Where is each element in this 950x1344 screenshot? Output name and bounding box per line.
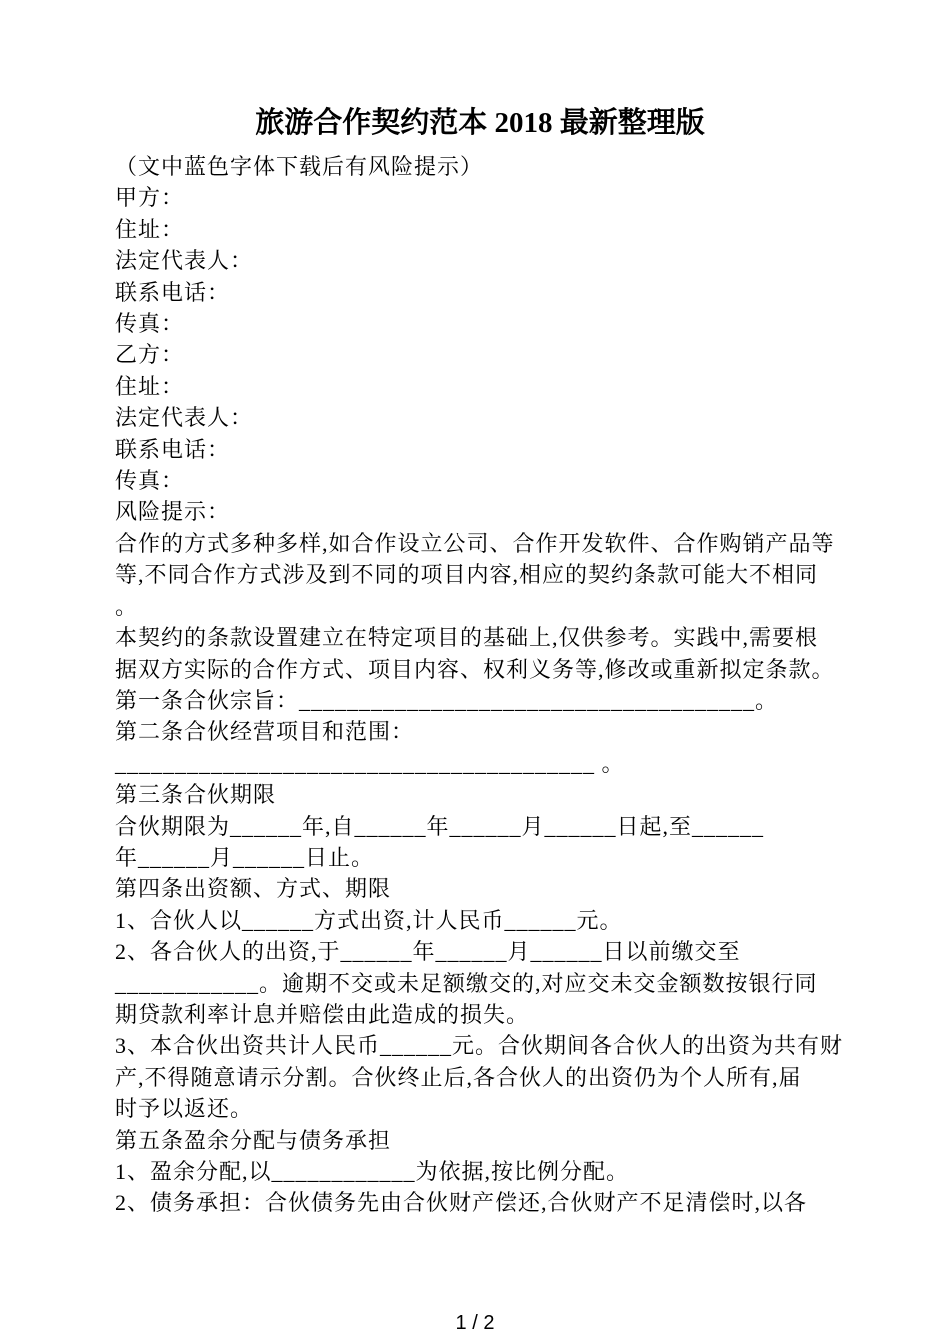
text-line: 等,不同合作方式涉及到不同的项目内容,相应的契约条款可能大不相同 bbox=[115, 562, 819, 588]
text-line: 产,不得随意请示分割。合伙终止后,各合伙人的出资仍为个人所有,届 bbox=[115, 1064, 802, 1090]
text-line: （文中蓝色字体下载后有风险提示） bbox=[115, 154, 484, 179]
text-line: 年______月______日止。 bbox=[115, 844, 375, 870]
text-line: 1、合伙人以______方式出资,计人民币______元。 bbox=[115, 907, 623, 933]
text-line: 第二条合伙经营项目和范围： bbox=[115, 719, 415, 745]
document-content bbox=[115, 103, 845, 1219]
text-line: 第一条合伙宗旨：______________________________________。 bbox=[115, 687, 779, 713]
text-line: 法定代表人： bbox=[115, 248, 254, 274]
text-line: 甲方： bbox=[115, 185, 185, 211]
text-line: 乙方： bbox=[115, 342, 185, 368]
text-line: 第五条盈余分配与债务承担 bbox=[115, 1127, 392, 1153]
text-line: 期贷款利率计息并赔偿由此造成的损失。 bbox=[115, 1001, 530, 1027]
document-body bbox=[115, 151, 845, 1219]
page-title: 旅游合作契约范本 2018 最新整理版 bbox=[255, 107, 705, 139]
text-line: 2、各合伙人的出资,于______年______月______日以前缴交至 bbox=[115, 939, 741, 965]
text-line: 据双方实际的合作方式、项目内容、权利义务等,修改或重新拟定条款。 bbox=[115, 656, 835, 682]
text-line: 合作的方式多种多样,如合作设立公司、合作开发软件、合作购销产品等 bbox=[115, 530, 835, 556]
text-line: 传真： bbox=[115, 311, 185, 337]
text-line: 2、债务承担：合伙债务先由合伙财产偿还,合伙财产不足清偿时,以各 bbox=[115, 1190, 808, 1216]
text-line: 住址： bbox=[115, 216, 185, 242]
text-line: 住址： bbox=[115, 373, 185, 399]
text-line: 合伙期限为______年,自______年______月______日起,至______ bbox=[115, 813, 765, 839]
text-line: 本契约的条款设置建立在特定项目的基础上,仅供参考。实践中,需要根 bbox=[115, 625, 819, 651]
text-line: 风险提示： bbox=[115, 499, 231, 525]
text-line: 3、本合伙出资共计人民币______元。合伙期间各合伙人的出资为共有财 bbox=[115, 1033, 844, 1059]
text-line: 第三条合伙期限 bbox=[115, 782, 277, 808]
text-line: 第四条出资额、方式、期限 bbox=[115, 876, 392, 902]
page-number-indicator: 1 / 2 bbox=[455, 1312, 495, 1334]
text-line: 。 bbox=[115, 593, 139, 619]
text-line: 传真： bbox=[115, 468, 185, 494]
text-line: ________________________________________ 。 bbox=[115, 750, 625, 776]
text-line: 法定代表人： bbox=[115, 405, 254, 431]
text-line: 联系电话： bbox=[115, 436, 231, 462]
text-line: 1、盈余分配,以____________为依据,按比例分配。 bbox=[115, 1159, 630, 1184]
text-line: 联系电话： bbox=[115, 279, 231, 305]
text-line: 时予以返还。 bbox=[115, 1096, 254, 1122]
text-line: ____________。逾期不交或未足额缴交的,对应交未交金额数按银行同 bbox=[115, 970, 818, 996]
